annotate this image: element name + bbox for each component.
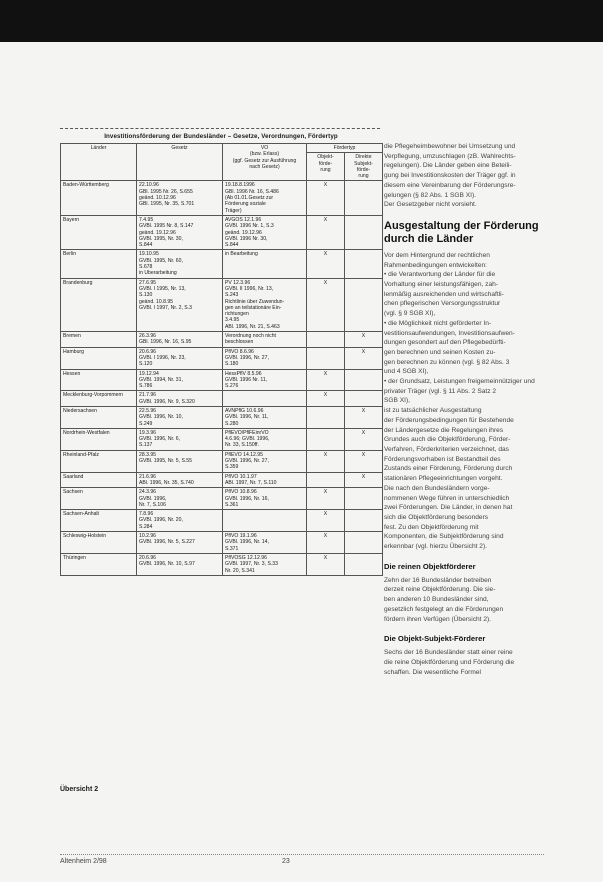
cell-gesetz [137, 428, 223, 450]
text-line: Grundes auch die Objektförderung, Förder- [384, 436, 511, 444]
cell-objekt: X [307, 510, 345, 532]
vo-line: GBl. 1996 Nr. 16, S.486 [225, 188, 279, 195]
header-vo-line: VO [260, 145, 269, 151]
gesetz-line: GVBl. 1995, Nr. 60, [139, 257, 183, 264]
section-text [384, 251, 544, 552]
vo-line: S.359 [225, 464, 239, 471]
gesetz-line: ABl. 1996, Nr. 35, S.740 [139, 479, 194, 486]
subsidy-table-section [60, 133, 382, 576]
text-line: fördern ihren Verfügen (Übersicht 2). [384, 615, 492, 623]
gesetz-line: geänd. 10.12.96 [139, 195, 176, 202]
text-line: Der Gesetzgeber nicht vorsieht. [384, 201, 477, 209]
text-line: der Förderungsbedingungen für Bestehende [384, 416, 514, 424]
cell-vo [223, 391, 307, 407]
vo-line: S.371 [225, 545, 239, 552]
vo-line: GVBl. 1996, Nr. 11, [225, 414, 269, 421]
cell-objekt: X [307, 278, 345, 331]
vo-line: Nr. 33, S.150ff. [225, 442, 259, 449]
cell-land: Saarland [61, 472, 137, 488]
cell-land: Hessen [61, 369, 137, 391]
vo-line: Förderung soziale [225, 201, 266, 208]
text-line: Die nach den Bundesländern vorge- [384, 484, 490, 492]
text-line: ist zu tatsächlicher Ausgestaltung [384, 407, 482, 415]
vo-line: GVBl. 1996, Nr. 14, [225, 539, 269, 546]
cell-objekt [307, 406, 345, 428]
gesetz-line: GVBl. 1996, [139, 495, 167, 502]
text-line: Verpflegung, umzuschlagen (zB. Wahlrechts- [384, 152, 516, 160]
table-row [61, 250, 383, 278]
vo-line: PflVOSG 12.12.96 [225, 554, 267, 561]
gesetz-line: 20.6.96 [139, 554, 156, 561]
table-caption: Investitionsförderung der Bundesländer – Gesetze, Verordnungen, Fördertyp [104, 133, 338, 140]
vo-line: S.844 [225, 242, 239, 249]
vo-line: beschlossen [225, 339, 254, 346]
gesetz-line: GVBl. 1996, Nr. 10, [139, 414, 183, 421]
cell-objekt: X [307, 450, 345, 472]
header-direkt [345, 153, 383, 181]
header-laender: Länder [61, 144, 137, 181]
table-body [61, 181, 383, 575]
text-line: Zustands einer Förderung, Förderung durch [384, 465, 513, 473]
vo-line: 4.6.96; GVBl. 1996, [225, 436, 270, 443]
gesetz-line: 19.12.94 [139, 370, 159, 377]
text-line: regelungen). Die Länder geben eine Beteili- [384, 162, 512, 170]
header-objekt-line: förde- [318, 160, 333, 167]
text-line: ben anderen 10 Bundesländer sind, [384, 596, 489, 604]
cell-land: Berlin [61, 250, 137, 278]
text-line: gen berechnen zu können (vgl. § 82 Abs. 3 [384, 358, 510, 366]
gesetz-line: GVBl. 1996, Nr. 10, S.97 [139, 561, 195, 568]
text-line: Zehn der 16 Bundesländer betreiben [384, 576, 492, 584]
cell-gesetz [137, 250, 223, 278]
vo-line: 19.18.8.1996 [225, 182, 255, 189]
table-row [61, 406, 383, 428]
gesetz-line: GVBl. 1996, Nr. 20, [139, 517, 183, 524]
vo-line: HessPflV 8.5.96 [225, 370, 262, 377]
header-vo-line: (bzw. Erlass) [249, 151, 280, 158]
header-direkt-line: Subjekt- [354, 160, 373, 167]
gesetz-line: geänd. 10.8.95 [139, 298, 173, 305]
vo-line: ABl. 1996, Nr. 21, S.463 [225, 323, 280, 330]
cell-vo [223, 510, 307, 532]
cell-objekt: X [307, 369, 345, 391]
gesetz-line: GVBl. I 1996, Nr. 23, [139, 354, 186, 361]
gesetz-line: GVBl. I 1995, Nr. 13, [139, 285, 186, 292]
vo-line: (Ab 01.01.Gesetz zur [225, 195, 274, 202]
subheading-objekt-text [384, 576, 544, 625]
vo-line: GVBl. 1996 Nr. 11, [225, 376, 268, 383]
table-row [61, 428, 383, 450]
cell-vo [223, 450, 307, 472]
cell-vo [223, 215, 307, 249]
vo-line: S.243 [225, 292, 239, 299]
gesetz-line: S.284 [139, 523, 153, 530]
cell-objekt [307, 332, 345, 348]
gesetz-line: 10.2.96 [139, 533, 156, 540]
cell-land: Rheinland-Pfalz [61, 450, 137, 472]
header-vo-line: nach Gesetz) [249, 163, 280, 170]
vo-line: 3.4.95 [225, 317, 240, 324]
text-line: chen pflegerischen Versorgungsstruktur [384, 300, 501, 308]
text-line: erkennbar (vgl. hierzu Übersicht 2). [384, 543, 487, 551]
vo-line: ABl. 1997, Nr. 7, S.110 [225, 479, 277, 486]
cell-vo [223, 553, 307, 575]
table-row [61, 181, 383, 215]
gesetz-line: in Überarbeitung [139, 270, 177, 277]
cell-vo [223, 428, 307, 450]
subheading-objekt-subjekt-text [384, 648, 544, 677]
gesetz-line: GVBl. 1994, Nr. 31, [139, 376, 183, 383]
gesetz-line: GVBl. 1996, Nr. 9, S.320 [139, 398, 195, 405]
text-line: zwei Förderungen. Die Länder, in denen hat [384, 504, 513, 512]
gesetz-line: S.678 [139, 264, 153, 271]
vo-line: gen an teilstationäre Ein- [225, 304, 282, 311]
text-line: stationären Pflegeeinrichtungen vorgeht. [384, 475, 503, 483]
vo-line: Nr. 20, S.341 [225, 567, 255, 574]
text-line: sich die Objektförderung besonders [384, 513, 489, 521]
text-line: • die Verantwortung der Länder für die [384, 271, 496, 279]
cell-gesetz [137, 488, 223, 510]
header-objekt-line: rung [320, 166, 331, 173]
cell-land: Bremen [61, 332, 137, 348]
cell-land: Thüringen [61, 553, 137, 575]
vo-line: PflVO 8.6.96 [225, 348, 254, 355]
cell-land: Hamburg [61, 347, 137, 369]
cell-gesetz [137, 472, 223, 488]
vo-line: GVBl. 1996, Nr. 16, [225, 495, 269, 502]
gesetz-line: GVBl. I 1997, Nr. 2, S.3 [139, 304, 192, 311]
vo-line: PflVO 10.1.97 [225, 473, 257, 480]
intro-paragraph [384, 142, 544, 210]
section-heading-line: Ausgestaltung der Förderung [384, 219, 539, 232]
text-line: die reine Objektförderung und Förderung die [384, 658, 515, 666]
gesetz-line: Nr. 7, S.106 [139, 501, 166, 508]
gesetz-line: 20.6.96 [139, 348, 156, 355]
cell-objekt [307, 347, 345, 369]
vo-line: S.361 [225, 501, 239, 508]
vo-line: AVNPflG 10.6.96 [225, 407, 264, 414]
cell-direkt [345, 250, 383, 278]
cell-direkt [345, 532, 383, 554]
gesetz-line: GBl. 1996, Nr. 16, S.95 [139, 339, 192, 346]
text-line: der Ländergesetze die Regelungen ihres [384, 426, 504, 434]
top-black-band [0, 0, 603, 42]
overview-label: Übersicht 2 [60, 786, 99, 793]
cell-gesetz [137, 347, 223, 369]
right-column [384, 142, 544, 677]
cell-objekt: X [307, 181, 345, 215]
page-number: 23 [282, 858, 290, 865]
text-line: Vor dem Hintergrund der rechtlichen [384, 251, 490, 259]
cell-vo [223, 406, 307, 428]
cell-vo [223, 472, 307, 488]
cell-land: Mecklenburg-Vorpommern [61, 391, 137, 407]
gesetz-line: 26.3.96 [139, 333, 156, 340]
vo-line: in Bearbeitung [225, 251, 258, 258]
text-line: dungen gesondert auf den Pflegebedürfti- [384, 339, 506, 347]
cell-vo [223, 347, 307, 369]
vo-line: Verordnung noch nicht [225, 333, 276, 340]
table-row [61, 391, 383, 407]
text-line: privater Träger (vgl. § 11 Abs. 2 Satz 2 [384, 387, 497, 395]
vo-line: AVGOS 12.1.96 [225, 216, 262, 223]
cell-vo [223, 532, 307, 554]
gesetz-line: S.120 [139, 361, 153, 368]
cell-direkt [345, 488, 383, 510]
cell-land: Niedersachsen [61, 406, 137, 428]
gesetz-line: 27.6.95 [139, 279, 156, 286]
table-row [61, 278, 383, 331]
cell-direkt [345, 278, 383, 331]
table-row [61, 488, 383, 510]
vo-line: PflEVO 14.12.95 [225, 451, 263, 458]
table-row [61, 347, 383, 369]
table-top-rule [60, 128, 380, 129]
subheading-objekt-subjekt: Die Objekt-Subjekt-Förderer [384, 634, 486, 644]
header-direkt-line: förde- [356, 166, 371, 173]
gesetz-line: GVBl. 1995, Nr. 5, S.55 [139, 458, 192, 465]
cell-vo [223, 369, 307, 391]
table-row [61, 532, 383, 554]
text-line: gung bei Investitionskosten der Träger ggf. in [384, 172, 516, 180]
table-row [61, 369, 383, 391]
text-line: Förderungsvorhaben ist Bestandteil des [384, 455, 501, 463]
vo-line: GVBl. 1996 Nr. 1, S.3 [225, 223, 274, 230]
text-line: diesem eine Vereinbarung der Förderungsre- [384, 181, 516, 189]
cell-gesetz [137, 406, 223, 428]
gesetz-line: geänd. 19.12.96 [139, 229, 176, 236]
table-row [61, 472, 383, 488]
cell-direkt: X [345, 428, 383, 450]
gesetz-line: 7.8.96 [139, 511, 154, 518]
footer-publication: Altenheim 2/98 [60, 858, 107, 865]
vo-line: S.180 [225, 361, 239, 368]
header-foerdertyp: Fördertyp [307, 144, 383, 153]
text-line: lenmäßig ausreichenden und wirtschaftli- [384, 290, 504, 298]
vo-line: Träger) [225, 207, 242, 214]
cell-direkt [345, 215, 383, 249]
subsidy-table [60, 143, 383, 576]
cell-gesetz [137, 181, 223, 215]
cell-vo [223, 181, 307, 215]
cell-direkt: X [345, 450, 383, 472]
cell-direkt: X [345, 472, 383, 488]
section-heading [384, 220, 544, 246]
text-line: und 4 SGB XI), [384, 368, 429, 376]
gesetz-line: S.786 [139, 383, 153, 390]
gesetz-line: S.844 [139, 242, 153, 249]
gesetz-line: 22.10.96 [139, 182, 159, 189]
table-row [61, 332, 383, 348]
cell-gesetz [137, 215, 223, 249]
text-line: Vorhaltung einer leistungsfähigen, zah- [384, 281, 499, 289]
gesetz-line: GVBl. 1995 Nr. 8, S.147 [139, 223, 194, 230]
cell-land: Baden-Württemberg [61, 181, 137, 215]
cell-gesetz [137, 391, 223, 407]
cell-direkt: X [345, 332, 383, 348]
vo-line: geänd. 19.12.96 [225, 229, 262, 236]
gesetz-line: GVBl. 1995, Nr. 30, [139, 235, 183, 242]
cell-gesetz [137, 278, 223, 331]
cell-objekt [307, 428, 345, 450]
table-row [61, 510, 383, 532]
table-row [61, 215, 383, 249]
cell-objekt: X [307, 250, 345, 278]
gesetz-line: GVBl. 1996, Nr. 6, [139, 436, 181, 443]
text-line: nommenen Wege führen in unterschiedlich [384, 494, 510, 502]
cell-vo [223, 278, 307, 331]
gesetz-line: S.249 [139, 420, 153, 427]
cell-objekt: X [307, 488, 345, 510]
cell-gesetz [137, 332, 223, 348]
gesetz-line: 28.3.95 [139, 451, 156, 458]
cell-land: Nordrhein-Westfalen [61, 428, 137, 450]
gesetz-line: 24.3.96 [139, 489, 156, 496]
cell-land: Schleswig-Holstein [61, 532, 137, 554]
text-line: derzeit reine Objektförderung. Die sie- [384, 586, 496, 594]
vo-line: Richtlinie über Zuwendun- [225, 298, 285, 305]
text-line: (vgl. § 9 SGB XI), [384, 310, 436, 318]
text-line: gelungen (§ 82 Abs. 1 SGB XI). [384, 191, 477, 199]
text-line: fest. Zu den Objektförderung mit [384, 523, 479, 531]
vo-line: richtungen [225, 311, 249, 318]
header-vo-line: (ggf. Gesetz zur Ausführung [232, 157, 297, 164]
gesetz-line: 21.6.96 [139, 473, 156, 480]
cell-direkt [345, 510, 383, 532]
cell-vo [223, 332, 307, 348]
text-line: • die Möglichkeit nicht geförderter In- [384, 319, 492, 327]
cell-gesetz [137, 450, 223, 472]
cell-direkt [345, 553, 383, 575]
gesetz-line: 22.5.96 [139, 407, 156, 414]
header-gesetz: Gesetz [137, 144, 223, 181]
gesetz-line: GBl. 1995, Nr. 35, S.701 [139, 201, 195, 208]
table-row [61, 450, 383, 472]
cell-gesetz [137, 510, 223, 532]
vo-line: GVBl. 1996 Nr. 30, [225, 235, 268, 242]
cell-vo [223, 488, 307, 510]
header-vo [223, 144, 307, 181]
cell-objekt: X [307, 391, 345, 407]
cell-land: Sachsen [61, 488, 137, 510]
cell-land: Brandenburg [61, 278, 137, 331]
vo-line: S.276 [225, 383, 239, 390]
gesetz-line: GBl. 1995 Nr. 26, S.655 [139, 188, 193, 195]
cell-gesetz [137, 553, 223, 575]
vo-line: PflVO 19.1.96 [225, 533, 257, 540]
cell-direkt [345, 369, 383, 391]
gesetz-line: 19.10.95 [139, 251, 159, 258]
gesetz-line: S.130 [139, 292, 153, 299]
header-objekt-line: Objekt- [317, 154, 334, 161]
text-line: die Pflegeheimbewohner bei Umsetzung und [384, 143, 516, 150]
gesetz-line: GVBl. 1996, Nr. 5, S.227 [139, 539, 195, 546]
vo-line: PflEVO/PflFEinrVO [225, 429, 269, 436]
text-line: Rahmenbedingungen entwickelten: [384, 261, 488, 269]
cell-direkt [345, 181, 383, 215]
cell-gesetz [137, 532, 223, 554]
text-line: SGB XI), [384, 397, 411, 405]
cell-direkt: X [345, 347, 383, 369]
cell-objekt: X [307, 215, 345, 249]
cell-objekt [307, 472, 345, 488]
text-line: Verfahren, Förderkriterien verzeichnet, das [384, 445, 509, 453]
text-line: gesetzlich festgelegt an die Förderungen [384, 605, 504, 613]
cell-vo [223, 250, 307, 278]
cell-objekt: X [307, 553, 345, 575]
cell-land: Sachsen-Anhalt [61, 510, 137, 532]
gesetz-line: S.137 [139, 442, 153, 449]
footer-rule [60, 854, 544, 855]
table-row [61, 553, 383, 575]
cell-direkt [345, 391, 383, 407]
text-line: Komponenten, die Subjektförderung sind [384, 533, 504, 541]
header-direkt-line: Direkte [355, 154, 372, 161]
cell-direkt: X [345, 406, 383, 428]
text-line: gen berechnen und seinen Kosten zu- [384, 348, 496, 356]
cell-objekt: X [307, 532, 345, 554]
cell-gesetz [137, 369, 223, 391]
gesetz-line: 7.4.95 [139, 216, 154, 223]
header-direkt-line: rung [358, 173, 369, 180]
vo-line: PflVO 10.8.96 [225, 489, 257, 496]
vo-line: GVBl. II 1996, Nr. 13, [225, 285, 274, 292]
cell-land: Bayern [61, 215, 137, 249]
subheading-objekt: Die reinen Objektförderer [384, 561, 476, 571]
text-line: vestitionsaufwendungen, Investitionsaufwen- [384, 329, 515, 337]
gesetz-line: 19.3.96 [139, 429, 156, 436]
text-line: • der Grundsatz, Leistungen freigemeinnütziger und [384, 378, 535, 386]
section-heading-line: durch die Länder [384, 232, 474, 245]
gesetz-line: 21.7.96 [139, 392, 156, 399]
text-line: Sechs der 16 Bundesländer statt einer reine [384, 649, 513, 657]
vo-line: S.280 [225, 420, 239, 427]
vo-line: GVBl. 1997, Nr. 3, S.33 [225, 561, 278, 568]
vo-line: GVBl. 1996, Nr. 27, [225, 458, 269, 465]
vo-line: PV 12.3.96 [225, 279, 251, 286]
header-objekt [307, 153, 345, 181]
vo-line: GVBl. 1996, Nr. 27, [225, 354, 269, 361]
text-line: schaffen. Die wesentliche Formel [384, 668, 481, 676]
